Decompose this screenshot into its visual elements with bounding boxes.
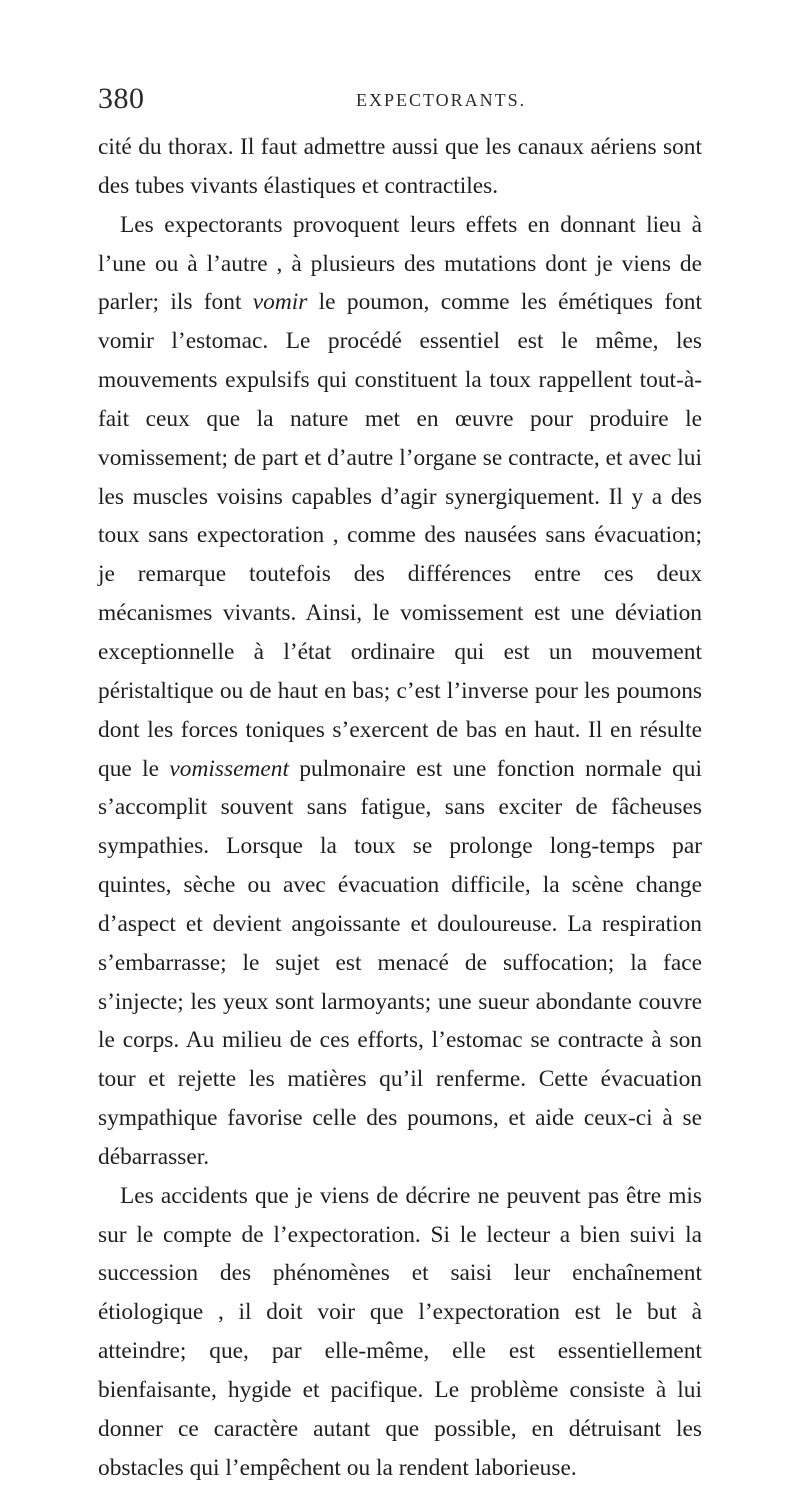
text-segment: cité du thorax. Il faut admettre aussi que les canaux aériens sont des tubes vivants élastiques et contractiles. bbox=[98, 134, 702, 199]
text-segment: Les accidents que je viens de décrire ne peuvent pas être mis sur le compte de l’expectoration. Si le lecteur a bien suivi la succession des phénomènes et saisi leur enchaînement étiologique , il doit voir que l’expectoration est le but à atteindre; que, par elle-même, elle est essentiellement bienfaisante, hygide et pacifique. Le problème consiste à lui donner ce caractère autant que possible, en détruisant les obstacles qui l’empêchent ou la rendent laborieuse. bbox=[98, 1182, 702, 1481]
running-head: EXPECTORANTS. bbox=[356, 90, 527, 110]
paragraph bbox=[98, 206, 702, 1177]
body-text bbox=[98, 128, 702, 1488]
italic-word: vomir bbox=[252, 289, 308, 316]
paragraph bbox=[98, 1177, 702, 1488]
page-number: 380 bbox=[98, 82, 145, 115]
paragraph bbox=[98, 128, 702, 206]
text-segment: Les expectorants provoquent leurs effets en donnant lieu à l’une ou à l’autre , à plusieurs des mutations dont je viens de parler; ils font bbox=[98, 211, 702, 316]
page-header bbox=[98, 82, 708, 122]
text-segment: pulmonaire est une fonction normale qui s’accomplit souvent sans fatigue, sans exciter de fâcheuses sympathies. Lorsque la toux se prolonge long-temps par quintes, sèche ou avec évacuation difficile, la scène change d’aspect et devient angoissante et douloureuse. La respiration s’embarrasse; le sujet est menacé de suffocation; la face s’injecte; les yeux sont larmoyants; une sueur abondante couvre le corps. Au milieu de ces efforts, l’estomac se contracte à son tour et rejette les matières qu’il renferme. Cette évacuation sympathique favorise celle des poumons, et aide ceux-ci à se débarrasser. bbox=[98, 755, 702, 1170]
italic-word: vomissement bbox=[169, 755, 289, 782]
text-segment: le poumon, comme les émétiques font vomir l’estomac. Le procédé essentiel est le même, les mouvements expulsifs qui constituent la toux rappellent tout-à-fait ceux que la nature met en œuvre pour produire le vomissement; de part et d’autre l’organe se contracte, et avec lui les muscles voisins capables d’agir synergiquement. Il y a des toux sans expectoration , comme des nausées sans évacuation; je remarque toutefois des différences entre ces deux mécanismes vivants. Ainsi, le vomissement est une déviation exceptionnelle à l’état ordinaire qui est un mouvement péristaltique ou de haut en bas; c’est l’inverse pour les poumons dont les forces toniques s’exercent de bas en haut. Il en résulte que le bbox=[98, 289, 703, 782]
